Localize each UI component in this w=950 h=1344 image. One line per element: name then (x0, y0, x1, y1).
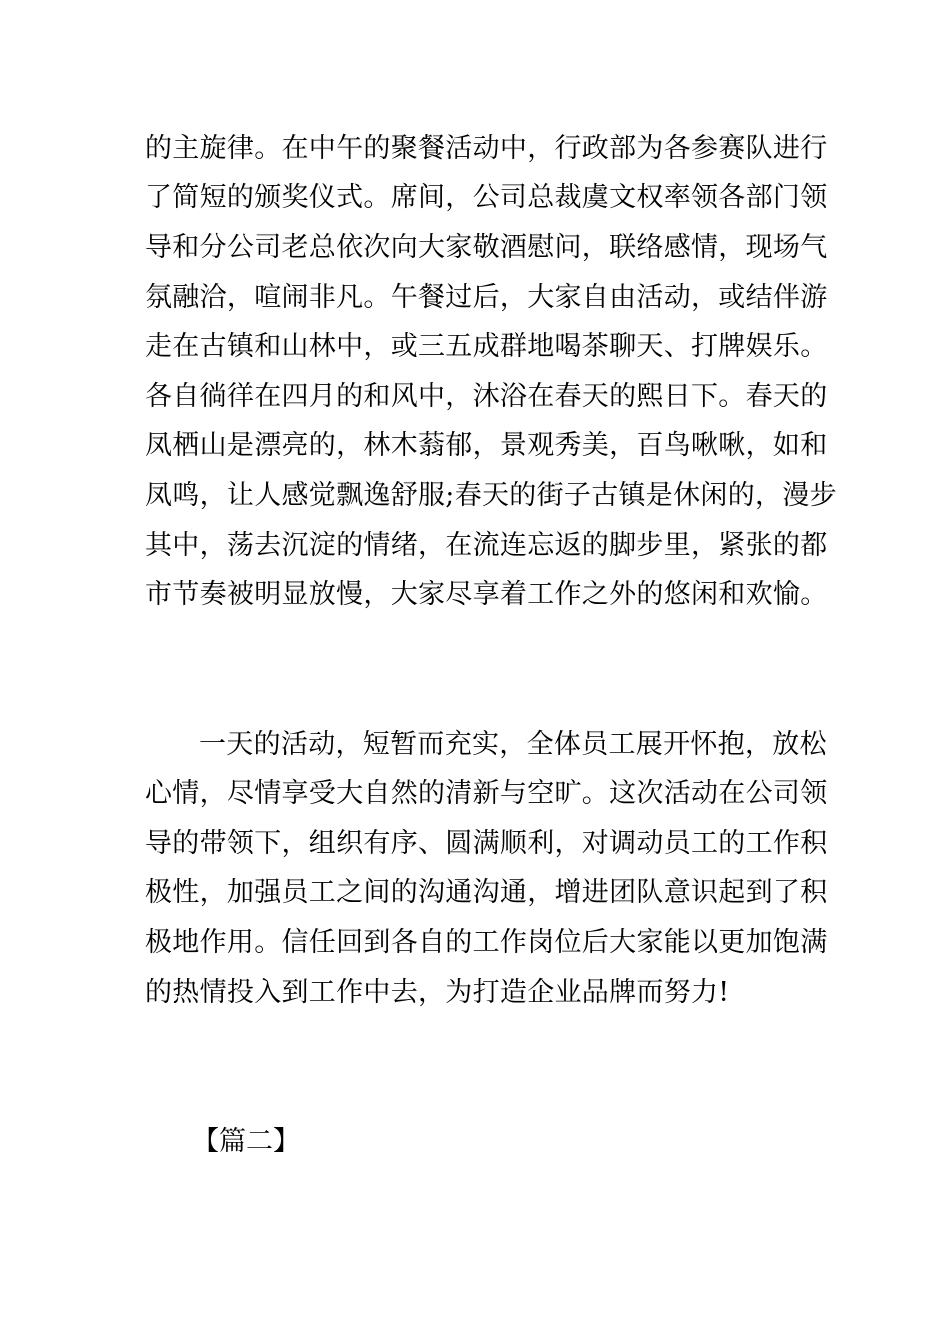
paragraph-line: 各自徜徉在四月的和风中，沐浴在春天的熙日下。春天的 (145, 381, 828, 412)
paragraph-line: 极地作用。信任回到各自的工作岗位后大家能以更加饱满 (145, 927, 828, 958)
paragraph-line: 其中，荡去沉淀的情绪，在流连忘返的脚步里，紧张的都 (145, 530, 828, 561)
paragraph-line: 市节奏被明显放慢，大家尽享着工作之外的悠闲和欢愉。 (145, 579, 828, 610)
paragraph-line: 导的带领下，组织有序、圆满顺利，对调动员工的工作积 (145, 828, 828, 859)
paragraph-line: 凤栖山是漂亮的，林木蓊郁，景观秀美，百鸟啾啾，如和 (145, 430, 828, 461)
paragraph-line: 的主旋律。在中午的聚餐活动中，行政部为各参赛队进行 (145, 133, 828, 164)
paragraph-line: 走在古镇和山林中，或三五成群地喝茶聊天、打牌娱乐。 (145, 331, 828, 362)
paragraph-line: 氛融洽，喧闹非凡。午餐过后，大家自由活动，或结伴游 (145, 282, 828, 313)
paragraph-line: 极性，加强员工之间的沟通沟通，增进团队意识起到了积 (145, 877, 828, 908)
paragraph-line: 凤鸣，让人感觉飘逸舒服;春天的街子古镇是休闲的，漫步 (145, 480, 837, 511)
paragraph-line: 的热情投入到工作中去，为打造企业品牌而努力! (145, 977, 730, 1008)
paragraph-line: 一天的活动，短暂而充实，全体员工展开怀抱，放松 (199, 729, 827, 760)
paragraph-line: 了简短的颁奖仪式。席间，公司总裁虞文权率领各部门领 (145, 182, 828, 213)
section-heading: 【篇二】 (192, 1126, 300, 1157)
paragraph-line: 心情，尽情享受大自然的清新与空旷。这次活动在公司领 (145, 778, 828, 809)
paragraph-line: 导和分公司老总依次向大家敬酒慰问，联络感情，现场气 (145, 232, 828, 263)
